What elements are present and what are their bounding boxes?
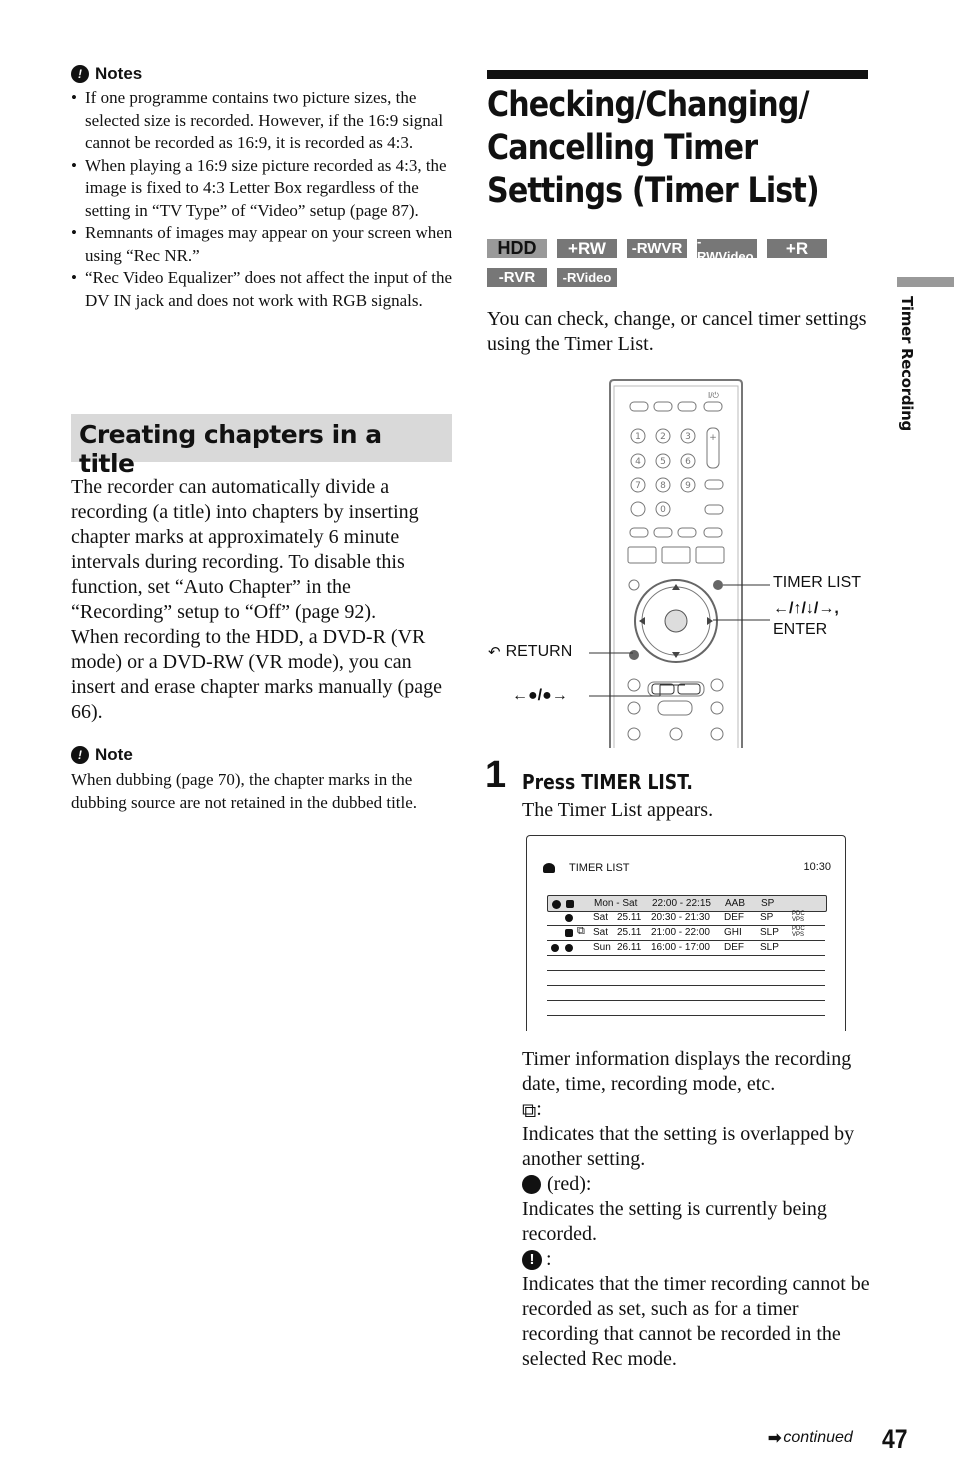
screen-header (543, 862, 630, 874)
row-channel: GHI (724, 927, 742, 938)
continued-marker (768, 1428, 853, 1448)
svg-text:8: 8 (660, 481, 666, 491)
note-text: When dubbing (page 70), the chapter marks in the dubbing source are not retained in the dubbed title. (71, 770, 418, 812)
row-time: 22:00 - 22:15 (652, 898, 711, 909)
recording-legend (522, 1172, 591, 1197)
row-date: 26.11 (617, 942, 642, 953)
side-tab-label: Timer Recording (898, 296, 916, 431)
label-timer-list: TIMER LIST (773, 574, 862, 591)
overlap-icon: ⧉ (577, 925, 585, 937)
note-heading-label: Note (95, 745, 133, 764)
timer-row[interactable] (547, 910, 825, 926)
timer-row[interactable] (547, 940, 825, 956)
screen-clock: 10:30 (803, 861, 831, 873)
row-day: Sat (593, 912, 609, 923)
timer-clock-icon (543, 863, 555, 873)
row-pdc: PDC VPS (792, 911, 805, 923)
page-title (487, 84, 819, 213)
arrow-right-icon: ➡ (768, 1430, 782, 1447)
overlap-icon: ⧉ (522, 1097, 537, 1122)
svg-text:0: 0 (660, 505, 666, 515)
svg-text:4: 4 (635, 457, 641, 467)
warning-description: Indicates that the timer recording cannot be recorded as set, such as for a timer recording that cannot be recorded in the selected Rec mode. (522, 1273, 870, 1370)
badge-hdd: HDD (487, 239, 547, 258)
screen-title: TIMER LIST (569, 862, 630, 874)
note-item: • If one programme contains two picture sizes, the selected size is recorded. However, if the 16:9 signal cannot be recorded as 16:9, it is recorded as 4:3. (71, 87, 456, 155)
recording-description: Indicates the setting is currently being recorded. (522, 1198, 827, 1245)
warning-suffix: : (546, 1248, 552, 1270)
timer-row-empty (547, 1000, 825, 1016)
row-time: 21:00 - 22:00 (651, 927, 710, 938)
badge-r-vr: -RVR (487, 268, 547, 287)
remote-callout-lines (585, 578, 775, 708)
timer-row-empty (547, 955, 825, 971)
overlap-legend (522, 1097, 542, 1122)
title-line: Settings (Timer List) (487, 171, 819, 211)
intro-text: You can check, change, or cancel timer settings using the Timer List. (487, 308, 867, 355)
overlap-description: Indicates that the setting is overlapped by another setting. (522, 1123, 855, 1170)
row-channel: DEF (724, 912, 744, 923)
row-mode: SLP (760, 927, 779, 938)
row-time: 16:00 - 17:00 (651, 942, 710, 953)
label-return (488, 643, 572, 661)
row-channel: AAB (725, 898, 746, 909)
overlap-suffix: : (536, 1098, 542, 1120)
step-number: 1 (485, 754, 507, 796)
label-arrows: ←/↑/↓/→, (773, 600, 839, 617)
badge-rw-video: -RWVideo (697, 239, 757, 258)
row-day: Sun (593, 942, 611, 953)
return-icon: ↶ (488, 644, 501, 661)
row-day: Mon - Sat (594, 898, 638, 909)
recording-dot-icon (522, 1175, 541, 1194)
svg-text:9: 9 (685, 481, 691, 491)
label-return-text: RETURN (505, 643, 573, 660)
note-item: • Remnants of images may appear on your screen when using “Rec NR.” (71, 222, 456, 267)
row-date: 25.11 (617, 912, 642, 923)
badge-plus-r: +R (767, 239, 827, 258)
svg-text:7: 7 (635, 481, 641, 491)
title-line: Cancelling Timer (487, 128, 758, 168)
row-mode: SP (761, 898, 775, 909)
timer-row-empty (547, 985, 825, 1001)
continued-label: continued (783, 1429, 853, 1446)
step-title: Press TIMER LIST. (522, 770, 693, 794)
notes-heading (71, 64, 142, 84)
row-date: 25.11 (617, 927, 642, 938)
title-line: Checking/Changing/ (487, 85, 809, 125)
recording-suffix: (red): (547, 1173, 592, 1195)
label-skip: ←●/●→ (512, 687, 568, 704)
timer-row-empty (547, 970, 825, 986)
timer-list-screen (526, 835, 846, 1031)
svg-text:6: 6 (685, 457, 691, 467)
svg-text:2: 2 (660, 432, 666, 442)
row-pdc: PDC VPS (792, 926, 805, 938)
note-item: • “Rec Video Equalizer” does not affect the input of the DV IN jack and does not work with RGB signals. (71, 267, 456, 312)
svg-text:+: + (709, 433, 717, 443)
warning-legend (522, 1247, 552, 1272)
notes-icon: ! (71, 65, 89, 83)
step-result: The Timer List appears. (522, 799, 714, 821)
section-heading: Creating chapters in a title (71, 414, 452, 462)
label-enter: ENTER (773, 621, 828, 638)
exclamation-icon: ! (522, 1250, 542, 1270)
svg-text:I/⏻: I/⏻ (708, 391, 719, 400)
title-rule (487, 70, 868, 79)
note-item: • When playing a 16:9 size picture recorded as 4:3, the image is fixed to 4:3 Letter Box regardless of the setting in “TV Type” of “Video” setup (page 87). (71, 155, 456, 223)
note-icon: ! (71, 746, 89, 764)
badge-plus-rw: +RW (557, 239, 617, 258)
badge-rw-vr: -RWVR (627, 239, 687, 258)
body-paragraph-1: The recorder can automatically divide a recording (a title) into chapters by inserting chapter marks at approximately 6 minute intervals during recording. To disable this function, set “Auto Chapter” in the “Recording” setup to “Off” (page 92). (71, 476, 419, 623)
page-number: 47 (882, 1424, 908, 1454)
svg-text:1: 1 (635, 432, 641, 442)
explain-intro: Timer information displays the recording date, time, recording mode, etc. (522, 1048, 852, 1095)
notes-list (71, 87, 456, 312)
badge-r-video: -RVideo (557, 268, 617, 287)
row-day: Sat (593, 927, 609, 938)
row-channel: DEF (724, 942, 744, 953)
row-mode: SP (760, 912, 774, 923)
row-mode: SLP (760, 942, 779, 953)
side-tab-bar (897, 277, 954, 287)
timer-row[interactable] (547, 925, 825, 941)
svg-text:5: 5 (660, 457, 666, 467)
row-time: 20:30 - 21:30 (651, 912, 710, 923)
body-paragraph-2: When recording to the HDD, a DVD-R (VR mode) or a DVD-RW (VR mode), you can insert and erase chapter marks manually (page 66). (71, 626, 442, 723)
note-heading (71, 745, 133, 765)
svg-text:3: 3 (685, 432, 691, 442)
notes-heading-label: Notes (95, 64, 143, 83)
